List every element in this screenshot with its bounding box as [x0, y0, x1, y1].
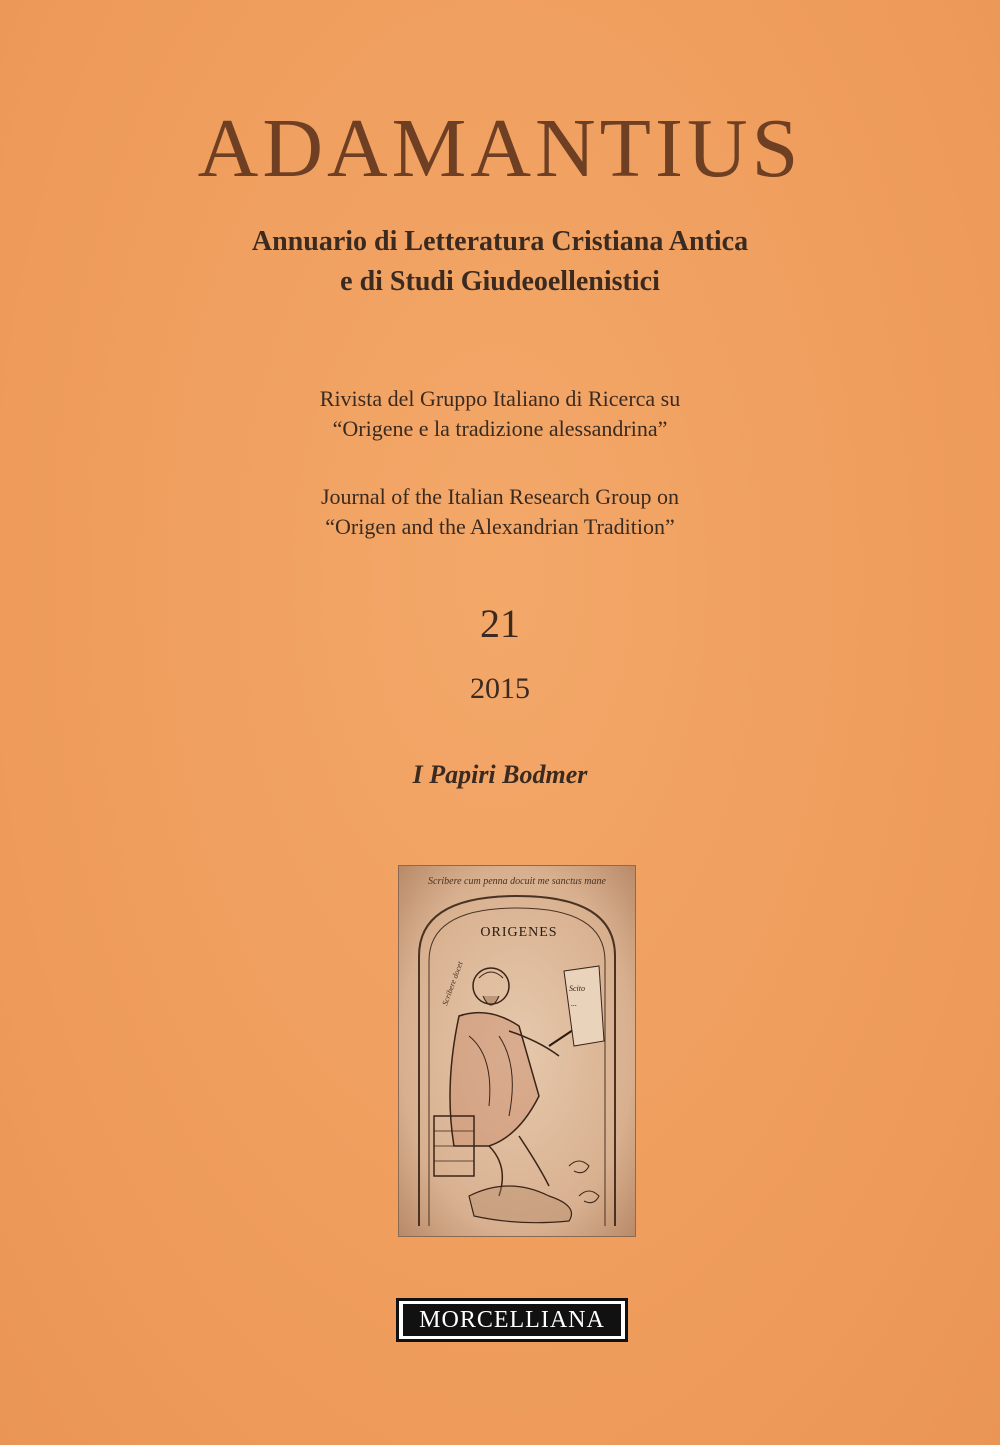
- svg-text:...: ...: [571, 999, 577, 1008]
- volume-number: 21: [480, 601, 520, 646]
- svg-text:Scribere docet: Scribere docet: [440, 960, 465, 1007]
- description-italian-line-1: Rivista del Gruppo Italiano di Ricerca su: [319, 386, 681, 411]
- origenes-label: ORIGENES: [480, 925, 558, 940]
- top-inscription: Scribere cum penna docuit me sanctus mane: [428, 876, 606, 887]
- publication-year: 2015: [470, 672, 530, 705]
- journal-title: ADAMANTIUS: [197, 102, 803, 195]
- origen-drawing: [399, 866, 635, 1236]
- svg-text:Scito: Scito: [569, 984, 585, 993]
- publisher-logo: [396, 1298, 628, 1342]
- description-italian: [0, 384, 1000, 444]
- issue-theme: I Papiri Bodmer: [412, 760, 588, 789]
- subtitle-line-1: Annuario di Letteratura Cristiana Antica: [251, 226, 749, 257]
- journal-subtitle: [0, 222, 1000, 302]
- publisher-name: MORCELLIANA: [403, 1304, 621, 1336]
- description-english-line-2: “Origen and the Alexandrian Tradition”: [325, 514, 675, 539]
- subtitle-line-2: e di Studi Giudeoellenistici: [340, 266, 660, 297]
- description-english-line-1: Journal of the Italian Research Group on: [321, 484, 679, 509]
- manuscript-illustration: [398, 865, 636, 1237]
- description-english: [0, 482, 1000, 542]
- description-italian-line-2: “Origene e la tradizione alessandrina”: [332, 416, 668, 441]
